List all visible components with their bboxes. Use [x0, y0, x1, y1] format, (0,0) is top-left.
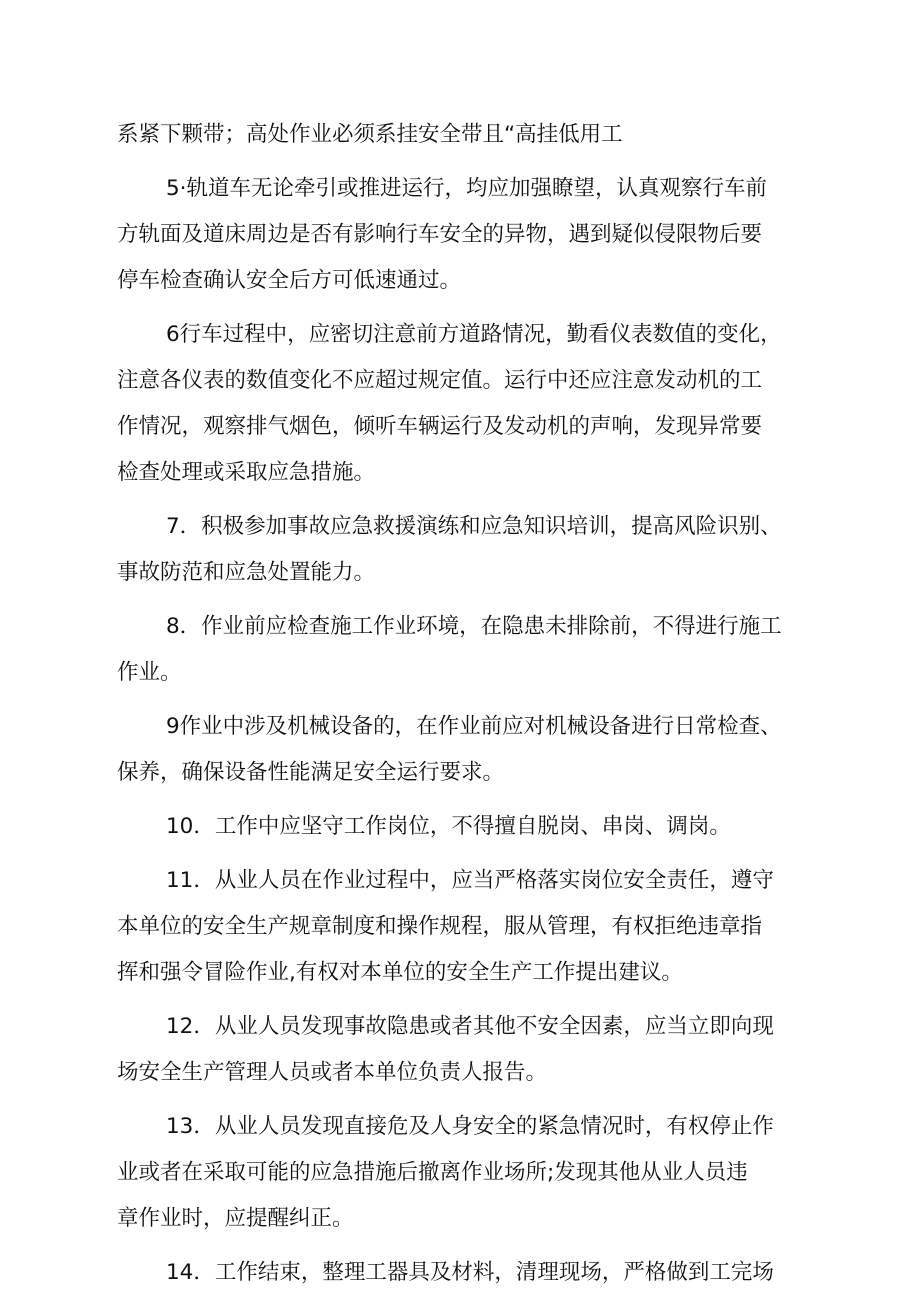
text-line: 作业。	[117, 660, 182, 685]
text-line: 注意各仪表的数值变化不应超过规定值。运行中还应注意发动机的工	[117, 368, 763, 393]
paragraph-item-14	[117, 1250, 823, 1296]
text-line: 5·轨道车无论牵引或推进运行，均应加强瞭望，认真观察行车前	[166, 176, 768, 201]
text-line: 7．积极参加事故应急救援演练和应急知识培训，提高风险识别、	[166, 514, 782, 539]
text-line: 12．从业人员发现事故隐患或者其他不安全因素，应当立即向现	[166, 1014, 774, 1039]
text-line: 章作业时，应提醒纠正。	[117, 1206, 354, 1231]
text-line: 停车检查确认安全后方可低速通过。	[117, 268, 462, 293]
paragraph-item-9	[117, 704, 823, 796]
text-line: 保养，确保设备性能满足安全运行要求。	[117, 760, 505, 785]
text-line: 6行车过程中，应密切注意前方道路情况，勤看仪表数值的变化，	[166, 322, 782, 347]
text-line: 事故防范和应急处置能力。	[117, 560, 376, 585]
text-line: 方轨面及道床周边是否有影响行车安全的异物，遇到疑似侵限物后要	[117, 222, 763, 247]
text-line: 检查处理或采取应急措施。	[117, 460, 376, 485]
paragraph-item-12	[117, 1004, 823, 1096]
text-line: 9作业中涉及机械设备的，在作业前应对机械设备进行日常检查、	[166, 714, 782, 739]
text-line: 13．从业人员发现直接危及人身安全的紧急情况时，有权停止作	[166, 1114, 774, 1139]
text-line: 8．作业前应检查施工作业环境，在隐患未排除前，不得进行施工	[166, 614, 782, 639]
text-line: 本单位的安全生产规章制度和操作规程，服从管理，有权拒绝违章指	[117, 914, 763, 939]
paragraph-fragment	[117, 112, 823, 158]
paragraph-item-5	[117, 166, 823, 304]
text-line: 11．从业人员在作业过程中，应当严格落实岗位安全责任，遵守	[166, 868, 774, 893]
text-line: 作情况，观察排气烟色，倾听车辆运行及发动机的声响，发现异常要	[117, 414, 763, 439]
text-line: 系紧下颗带；高处作业必须系挂安全带且“高挂低用工	[117, 122, 623, 147]
paragraph-item-8	[117, 604, 823, 696]
document-body	[117, 112, 823, 1296]
paragraph-item-7	[117, 504, 823, 596]
paragraph-item-11	[117, 858, 823, 996]
text-line: 业或者在采取可能的应急措施后撤离作业场所;发现其他从业人员违	[117, 1160, 748, 1185]
text-line: 14．工作结束，整理工器具及材料，清理现场，严格做到工完场	[166, 1260, 774, 1285]
paragraph-item-6	[117, 312, 823, 496]
text-line: 10．工作中应坚守工作岗位，不得擅自脱岗、串岗、调岗。	[166, 814, 731, 839]
text-line: 场安全生产管理人员或者本单位负责人报告。	[117, 1060, 548, 1085]
text-line: 挥和强令冒险作业,有权对本单位的安全生产工作提出建议。	[117, 960, 683, 985]
paragraph-item-13	[117, 1104, 823, 1242]
paragraph-item-10	[117, 804, 823, 850]
